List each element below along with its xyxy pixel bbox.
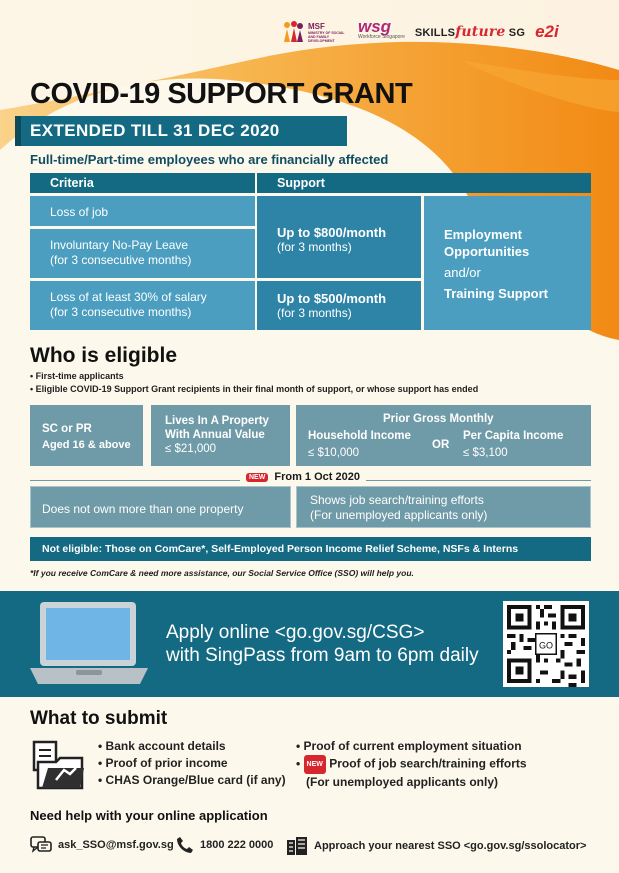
eligibility-subtitle: Full-time/Part-time employees who are financially affected <box>30 152 389 167</box>
skillsfuture-logo <box>415 24 525 40</box>
criterion-income <box>296 405 591 466</box>
criteria-header: Criteria <box>30 173 255 193</box>
per-capita-income-label: Per Capita Income <box>463 430 564 442</box>
household-income-value: ≤ $10,000 <box>308 447 360 459</box>
bullet-item: • First-time applicants <box>30 371 124 381</box>
submit-item: • CHAS Orange/Blue card (if any) <box>98 773 286 787</box>
employment-training-cell <box>424 196 591 330</box>
documents-folder-icon <box>30 740 86 792</box>
new-badge: NEW <box>304 755 326 774</box>
submit-item: • Proof of prior income <box>98 756 228 770</box>
not-eligible-bar: Not eligible: Those on ComCare*, Self-Employed Person Income Relief Scheme, NSFs & Interns <box>30 537 591 561</box>
apply-online-text <box>166 621 479 667</box>
skillsfuture-part-c: SG <box>505 27 526 39</box>
criteria-label: Loss of job <box>50 205 109 219</box>
msf-sublabel: MINISTRY OF SOCIAL AND FAMILY DEVELOPMENT <box>308 30 345 43</box>
criterion-property <box>151 405 290 466</box>
submit-list-right <box>296 738 527 791</box>
msf-figures-icon <box>282 20 304 44</box>
skillsfuture-part-a: SKILLS <box>414 27 456 39</box>
e2i-logo <box>535 22 559 42</box>
support-500 <box>257 281 421 330</box>
income-title: Prior Gross Monthly <box>383 413 494 425</box>
citizenship-label: SC or PR <box>42 423 92 435</box>
extended-banner-accent <box>15 116 21 146</box>
submit-item-label: Proof of job search/training efforts <box>329 756 527 771</box>
qr-go-label: GO <box>538 640 554 651</box>
criteria-label: Involuntary No-Pay Leave <box>50 238 189 252</box>
chat-icon <box>30 836 52 854</box>
wsg-sublabel: Workforce Singapore <box>358 34 405 40</box>
partner-logos <box>282 14 602 50</box>
submit-list-left <box>98 738 286 789</box>
qr-code[interactable] <box>503 601 589 687</box>
wsg-logo <box>358 17 405 42</box>
and-or-label: and/or <box>444 265 481 280</box>
skillsfuture-part-b: future <box>455 24 506 40</box>
email-address[interactable]: ask_SSO@msf.gov.sg <box>58 839 174 851</box>
criteria-salary-loss <box>30 281 255 330</box>
apply-url-line[interactable]: Apply online <go.gov.sg/CSG> <box>166 622 425 643</box>
sso-contact[interactable] <box>286 836 586 856</box>
building-icon <box>286 836 308 856</box>
employment-opportunities: Employment Opportunities <box>444 227 530 259</box>
support-header: Support <box>257 173 591 193</box>
msf-logo <box>282 20 348 44</box>
bullet-item: • Eligible COVID-19 Support Grant recipients in their final month of support, or whose support has ended <box>30 384 479 394</box>
support-amount: Up to $800/month <box>277 225 387 240</box>
page-title: COVID-19 SUPPORT GRANT <box>30 78 413 110</box>
wsg-label: wsg <box>358 17 392 36</box>
criteria-note: (for 3 consecutive months) <box>50 305 192 319</box>
email-contact[interactable] <box>30 836 174 854</box>
property-label-a: Lives In A Property <box>165 415 269 427</box>
apply-hours-line: with SingPass from 9am to 6pm daily <box>166 645 479 666</box>
property-value: ≤ $21,000 <box>165 443 217 455</box>
sso-locator-text[interactable]: Approach your nearest SSO <go.gov.sg/ssolocator> <box>314 840 587 852</box>
requirement-note: (For unemployed applicants only) <box>310 508 488 522</box>
support-amount: Up to $500/month <box>277 291 387 306</box>
requirement-label: Does not own more than one property <box>42 502 244 516</box>
criterion-citizenship-age <box>30 405 143 466</box>
per-capita-income-value: ≤ $3,100 <box>463 447 508 459</box>
age-label: Aged 16 & above <box>42 439 131 451</box>
or-label: OR <box>432 439 450 451</box>
household-income-label: Household Income <box>308 430 411 442</box>
support-duration: (for 3 months) <box>277 240 352 254</box>
extended-banner: EXTENDED TILL 31 DEC 2020 <box>15 116 347 146</box>
criteria-label: Loss of at least 30% of salary <box>50 290 207 304</box>
from-oct-label <box>240 471 366 483</box>
submit-item-note: (For unemployed applicants only) <box>306 775 499 789</box>
who-is-eligible-heading: Who is eligible <box>30 344 178 367</box>
what-to-submit-heading: What to submit <box>30 708 168 729</box>
phone-number[interactable]: 1800 222 0000 <box>200 839 274 851</box>
qr-code-icon <box>503 601 589 687</box>
submit-item: • Proof of current employment situation <box>296 739 522 753</box>
criteria-loss-of-job <box>30 196 255 226</box>
from-date: From 1 Oct 2020 <box>274 471 360 483</box>
msf-label: MSF <box>308 21 325 31</box>
e2i-label: e2i <box>535 22 559 41</box>
support-duration: (for 3 months) <box>277 306 352 320</box>
property-label-b: With Annual Value <box>165 429 265 441</box>
need-help-heading: Need help with your online application <box>30 808 268 823</box>
criterion-one-property <box>30 486 291 528</box>
eligibility-bullets <box>30 370 478 396</box>
submit-item: • Bank account details <box>98 739 226 753</box>
comcare-footnote: *If you receive ComCare & need more assistance, our Social Service Office (SSO) will help you. <box>30 568 414 578</box>
criteria-note: (for 3 consecutive months) <box>50 253 192 267</box>
support-800 <box>257 196 421 278</box>
submit-item-new: • NEW Proof of job search/training efforts <box>296 755 527 774</box>
training-support: Training Support <box>444 286 548 301</box>
requirement-label: Shows job search/training efforts <box>310 493 484 507</box>
laptop-icon <box>28 598 150 688</box>
phone-icon <box>176 836 194 854</box>
new-badge: NEW <box>246 473 268 482</box>
criteria-no-pay-leave <box>30 229 255 278</box>
phone-contact[interactable] <box>176 836 273 854</box>
criterion-job-search <box>296 486 591 528</box>
